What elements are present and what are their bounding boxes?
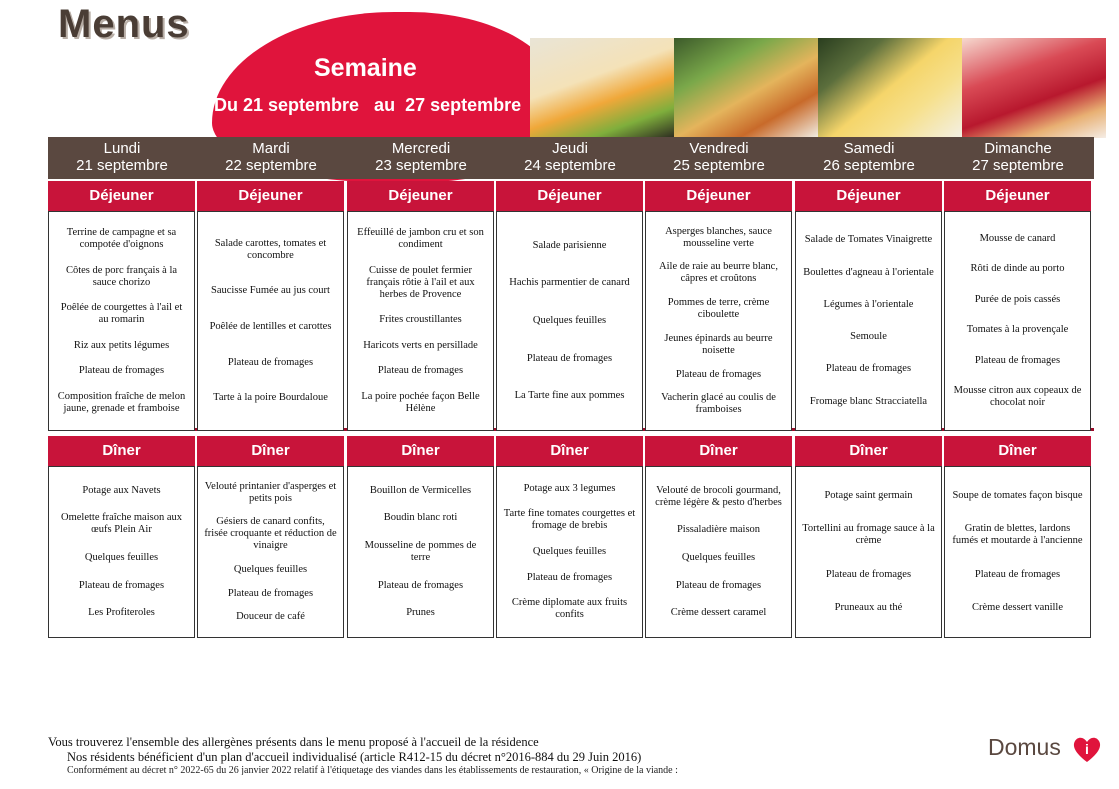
dish-item: Boudin blanc roti (383, 512, 458, 524)
dish-item: Quelques feuilles (532, 314, 607, 326)
dish-item: Cuisse de poulet fermier français rôtie à l'ail et aux herbes de Provence (366, 264, 475, 300)
dish-item: Plateau de fromages (825, 568, 912, 580)
dish-item: Mousseline de pommes de terre (364, 539, 477, 563)
dish-item: Poêlée de lentilles et carottes (209, 320, 332, 332)
dish-item: Semoule (850, 331, 887, 343)
dish-item: Les Profiteroles (88, 607, 155, 619)
dish-item: Crème dessert vanille (972, 601, 1063, 613)
dish-item: Bouillon de Vermicelles (369, 484, 472, 496)
day-name: Lundi (103, 140, 141, 157)
day-date: 21 septembre (76, 157, 168, 174)
dish-item: Plateau de fromages (377, 365, 464, 377)
dish-item: Tortellini au fromage sauce à la crème (802, 523, 935, 547)
day-header-4 (645, 140, 793, 174)
dinner-header: Dîner (795, 436, 942, 468)
day-name: Mercredi (391, 140, 451, 157)
lunch-menu-cell (197, 211, 344, 431)
dinner-menu-cell (197, 466, 344, 638)
lunch-menu-cell (944, 211, 1091, 431)
dish-item: Potage aux Navets (82, 484, 161, 496)
allergen-note: Vous trouverez l'ensemble des allergènes présents dans le menu proposé à l'accueil de la résidence (48, 735, 539, 749)
dish-item: Boulettes d'agneau à l'orientale (803, 266, 934, 278)
day-header-6 (944, 140, 1092, 174)
day-name: Dimanche (984, 140, 1052, 157)
day-date: 23 septembre (375, 157, 467, 174)
dish-item: Quelques feuilles (681, 551, 756, 563)
dish-item: Tarte à la poire Bourdaloue (213, 392, 328, 404)
dish-item: Soupe de tomates façon bisque (952, 490, 1083, 502)
day-header-5 (795, 140, 943, 174)
day-date: 25 septembre (673, 157, 765, 174)
dinner-header: Dîner (645, 436, 792, 468)
page-title: Menus (58, 2, 190, 46)
dinner-header: Dîner (48, 436, 195, 468)
day-header-1 (197, 140, 345, 174)
day-header-0 (48, 140, 196, 174)
dish-item: Plateau de fromages (526, 352, 613, 364)
dish-item: Plateau de fromages (675, 368, 762, 380)
dish-item: Aile de raie au beurre blanc, câpres et croûtons (659, 261, 778, 285)
dish-item: Quelques feuilles (233, 563, 308, 575)
dish-item: Plateau de fromages (825, 363, 912, 375)
dish-item: Omelette fraîche maison aux œufs Plein Air (61, 512, 182, 536)
lunch-header: Déjeuner (347, 181, 494, 213)
care-plan-note: Nos résidents bénéficient d'un plan d'accueil individualisé (article R412-15 du décret n°2016-884 du 29 Juin 2016) (67, 750, 642, 764)
dish-item: Tomates à la provençale (966, 324, 1069, 336)
dinner-menu-cell (48, 466, 195, 638)
dish-item: Asperges blanches, sauce mousseline verte (665, 225, 772, 249)
day-name: Samedi (843, 140, 895, 157)
food-photo-verrine (530, 38, 674, 138)
day-date: 24 septembre (524, 157, 616, 174)
day-name: Jeudi (552, 140, 588, 157)
dinner-header: Dîner (197, 436, 344, 468)
dish-item: La poire pochée façon Belle Hélène (361, 390, 480, 414)
day-date: 26 septembre (823, 157, 915, 174)
dish-item: Frites croustillantes (379, 314, 462, 326)
lunch-header: Déjeuner (496, 181, 643, 213)
dish-item: Terrine de campagne et sa compotée d'oignons (66, 227, 177, 251)
day-date: 27 septembre (972, 157, 1064, 174)
dish-item: Plateau de fromages (227, 587, 314, 599)
dish-item: La Tarte fine aux pommes (514, 390, 625, 402)
dish-item: Plateau de fromages (377, 579, 464, 591)
dish-item: Salade carottes, tomates et concombre (214, 237, 327, 261)
day-name: Vendredi (689, 140, 749, 157)
dish-item: Prunes (406, 607, 435, 619)
day-name: Mardi (252, 140, 290, 157)
dish-item: Composition fraîche de melon jaune, grenade et framboise (57, 390, 186, 414)
dish-item: Plateau de fromages (974, 568, 1061, 580)
dish-item: Pommes de terre, crème ciboulette (667, 297, 770, 321)
dish-item: Quelques feuilles (84, 551, 159, 563)
dish-item: Haricots verts en persillade (363, 339, 478, 351)
date-range: Du 21 septembre au 27 septembre (214, 95, 522, 115)
dish-item: Tarte fine tomates courgettes et fromage de brebis (503, 508, 636, 532)
dish-item: Vacherin glacé au coulis de framboises (661, 392, 776, 416)
dish-item: Mousse citron aux copeaux de chocolat noir (953, 385, 1082, 409)
dish-item: Poêlée de courgettes à l'ail et au romarin (60, 302, 183, 326)
dish-item: Légumes à l'orientale (823, 298, 914, 310)
dinner-menu-cell (645, 466, 792, 638)
dish-item: Fromage blanc Stracciatella (809, 395, 928, 407)
dish-item: Gratin de blettes, lardons fumés et moutarde à l'ancienne (952, 523, 1083, 547)
dish-item: Salade de Tomates Vinaigrette (804, 234, 933, 246)
dish-item: Potage saint germain (824, 490, 913, 502)
dinner-header: Dîner (496, 436, 643, 468)
dish-item: Douceur de café (236, 611, 305, 623)
dish-item: Quelques feuilles (532, 545, 607, 557)
dish-item: Gésiers de canard confits, frisée croquante et réduction de vinaigre (204, 516, 337, 552)
dish-item: Plateau de fromages (675, 579, 762, 591)
lunch-menu-cell (347, 211, 494, 431)
lunch-header: Déjeuner (944, 181, 1091, 213)
dinner-header: Dîner (944, 436, 1091, 468)
dish-item: Pissaladière maison (676, 524, 761, 536)
dinner-menu-cell (347, 466, 494, 638)
heart-logo-icon (1071, 733, 1103, 765)
dinner-header: Dîner (347, 436, 494, 468)
lunch-menu-cell (795, 211, 942, 431)
food-photo-tart (962, 38, 1106, 138)
dish-item: Velouté de brocoli gourmand, crème légère & pesto d'herbes (655, 484, 782, 508)
brand-logo: Domus (988, 734, 1061, 760)
day-header-2 (347, 140, 495, 174)
dish-item: Mousse de canard (979, 232, 1056, 244)
dish-item: Potage aux 3 legumes (523, 482, 616, 494)
dish-item: Saucisse Fumée au jus court (211, 285, 330, 297)
dish-item: Rôti de dinde au porto (970, 263, 1065, 275)
dish-item: Crème dessert caramel (670, 607, 767, 619)
dinner-menu-cell (496, 466, 643, 638)
dish-item: Salade parisienne (532, 239, 607, 251)
dish-item: Plateau de fromages (78, 579, 165, 591)
dish-item: Crème diplomate aux fruits confits (511, 597, 628, 621)
dish-item: Jeunes épinards au beurre noisette (664, 332, 773, 356)
dish-item: Riz aux petits légumes (73, 339, 170, 351)
dinner-menu-cell (795, 466, 942, 638)
dinner-menu-cell (944, 466, 1091, 638)
dish-item: Plateau de fromages (78, 365, 165, 377)
day-header-3 (496, 140, 644, 174)
dish-item: Plateau de fromages (974, 354, 1061, 366)
dish-item: Côtes de porc français à la sauce chorizo (65, 264, 178, 288)
dish-item: Hachis parmentier de canard (509, 277, 630, 289)
day-date: 22 septembre (225, 157, 317, 174)
lunch-header: Déjeuner (48, 181, 195, 213)
lunch-header: Déjeuner (197, 181, 344, 213)
dish-item: Velouté printanier d'asperges et petits pois (204, 480, 337, 504)
food-photo-cheese (818, 38, 962, 138)
lunch-header: Déjeuner (645, 181, 792, 213)
week-label: Semaine (314, 54, 417, 82)
lunch-menu-cell (645, 211, 792, 431)
lunch-header: Déjeuner (795, 181, 942, 213)
dish-item: Plateau de fromages (227, 356, 314, 368)
meat-origin-note: Conformément au décret n° 2022-65 du 26 janvier 2022 relatif à l'étiquetage des viandes dans les établissements de restauration, « Origine de la viande : (67, 765, 678, 775)
dish-item: Plateau de fromages (526, 571, 613, 583)
food-photo-salad (674, 38, 818, 138)
dish-item: Effeuillé de jambon cru et son condiment (357, 227, 484, 251)
lunch-menu-cell (48, 211, 195, 431)
dish-item: Pruneaux au thé (834, 601, 903, 613)
svg-text:i: i (1085, 741, 1089, 757)
lunch-menu-cell (496, 211, 643, 431)
dish-item: Purée de pois cassés (974, 293, 1061, 305)
